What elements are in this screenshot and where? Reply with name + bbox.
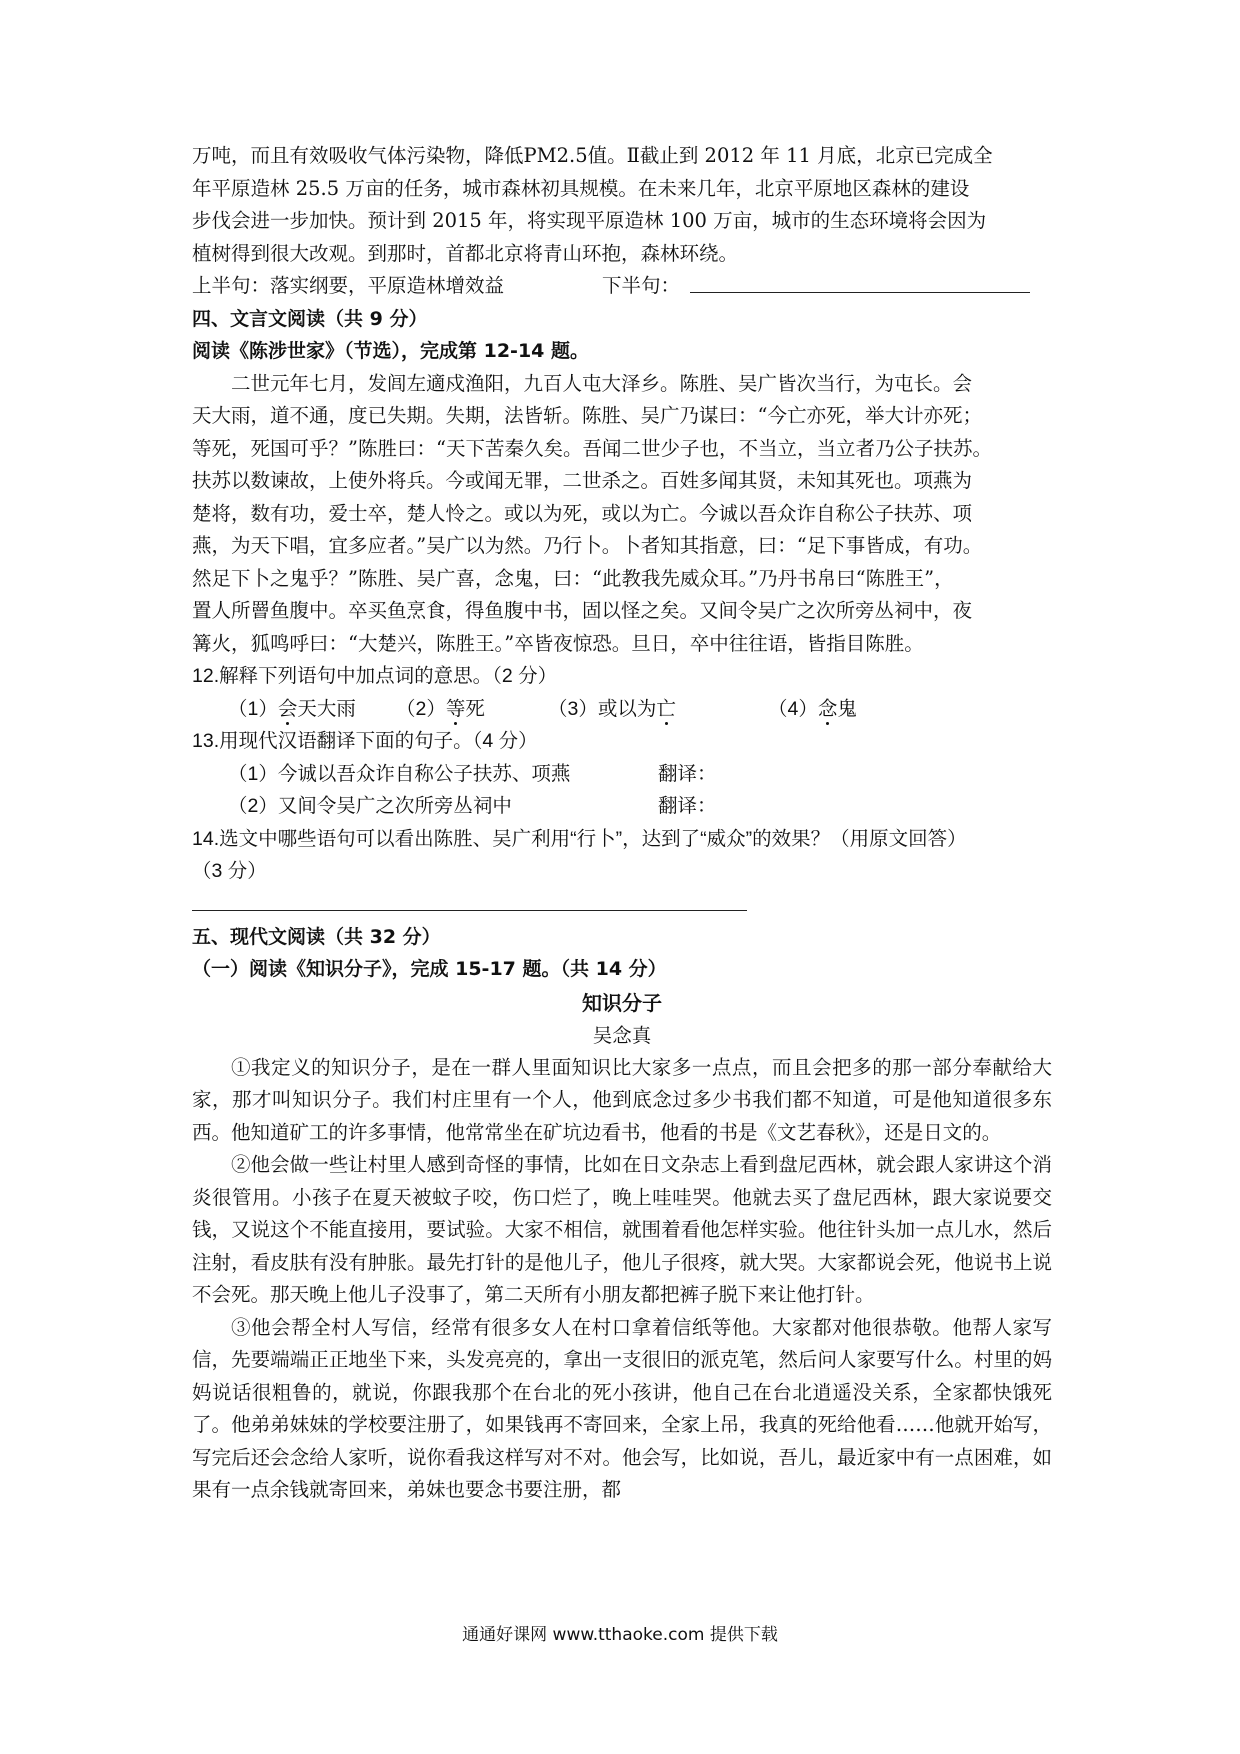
- question-14-score: （3 分）: [192, 860, 267, 882]
- dotted-char: 念: [817, 697, 838, 720]
- dotted-char: 会: [277, 697, 298, 720]
- q12-item: （2）等死: [396, 697, 485, 720]
- q12-item: （4）念鬼: [768, 697, 857, 720]
- passage-line: 二世元年七月，发闾左適戍渔阳，九百人屯大泽乡。陈胜、吴广皆次当行，为屯长。会: [231, 371, 973, 395]
- question-12-stem: 12.解释下列语句中加点词的意思。（2 分）: [192, 665, 558, 687]
- article-paragraph: ②他会做一些让村里人感到奇怪的事情，比如在日文杂志上看到盘尼西林，就会跟人家讲这个消炎很管用。小孩子在夏天被蚊子咬，伤口烂了，晚上哇哇哭。他就去买了盘尼西林，跟大家说要交钱，又说这个不能直接用，要试验。大家不相信，就围着看他怎样实验。他往针头加一点儿水，然后注射，看皮肤有没有肿胀。最先打针的是他儿子，他儿子很疼，就大哭。大家都说会死，他说书上说不会死。那天晚上他儿子没事了，第二天所有小朋友都把裤子脱下来让他打针。: [192, 1153, 1052, 1306]
- article-author: 吴念真: [592, 1024, 652, 1047]
- top-passage: [192, 140, 1052, 270]
- section4-heading: 四、文言文阅读（共 9 分）: [192, 307, 428, 330]
- couplet-upper: 上半句：落实纲要，平原造林增效益: [192, 275, 505, 297]
- passage-line: 年平原造林 25.5 万亩的任务，城市森林初具规模。在未来几年，北京平原地区森林的建设: [192, 176, 970, 200]
- passage-line: 植树得到很大改观。到那时，首都北京将青山环抱，森林环绕。: [192, 241, 739, 265]
- q12-item: （3）或以为亡: [548, 697, 676, 720]
- question-13-stem: 13.用现代汉语翻译下面的句子。（4 分）: [192, 730, 538, 752]
- passage-line: 等死，死国可乎？”陈胜曰：“天下苦秦久矣。吾闻二世少子也，不当立，当立者乃公子扶苏。: [192, 436, 992, 460]
- question-14: 14.选文中哪些语句可以看出陈胜、吴广利用“行卜”，达到了“威众”的效果？（用原文回答）: [192, 827, 967, 850]
- passage-line: 然足下卜之鬼乎？”陈胜、吴广喜，念鬼，曰：“此教我先威众耳。”乃丹书帛曰“陈胜王”，: [192, 566, 954, 590]
- answer-blank[interactable]: [690, 270, 1030, 293]
- q13-item: （1）今诚以吾众诈自称公子扶苏、项燕 翻译：: [192, 758, 1052, 791]
- section5-heading: 五、现代文阅读（共 32 分）: [192, 925, 441, 948]
- dotted-char: 等: [445, 697, 466, 720]
- exam-page: [192, 140, 1052, 1507]
- passage-line: 置人所罾鱼腹中。卒买鱼烹食，得鱼腹中书，固以怪之矣。又间令吴广之次所旁丛祠中，夜: [192, 599, 973, 622]
- passage-line: 天大雨，道不通，度已失期。失期，法皆斩。陈胜、吴广乃谋曰：“今亡亦死，举大计亦死；: [192, 404, 982, 427]
- passage-line: 篝火，狐鸣呼曰：“大楚兴，陈胜王。”卒皆夜惊恐。旦日，卒中往往语，皆指目陈胜。: [192, 631, 924, 655]
- section4-instruction: 阅读《陈涉世家》（节选），完成第 12-14 题。: [192, 340, 589, 362]
- passage-line: 燕，为天下唱，宜多应者。”吴广以为然。乃行卜。卜者知其指意，曰：“足下事皆成，有功。: [192, 534, 983, 557]
- article-paragraph: ③他会帮全村人写信，经常有很多女人在村口拿着信纸等他。大家都对他很恭敬。他帮人家写信，先要端端正正地坐下来，头发亮亮的，拿出一支很旧的派克笔，然后问人家要写什么。村里的妈妈说话很粗鲁的，就说，你跟我那个在台北的死小孩讲，他自己在台北逍遥没关系，全家都快饿死了。他弟弟妹妹的学校要注册了，如果钱再不寄回来，全家上吊，我真的死给他看……他就开始写，写完后还会念给人家听，说你看我这样写对不对。他会写，比如说，吾儿，最近家中有一点困难，如果有一点余钱就寄回来，弟妹也要念书要注册，都: [192, 1315, 1052, 1501]
- passage-line: 步伐会进一步加快。预计到 2015 年，将实现平原造林 100 万亩，城市的生态环境将会因为: [192, 209, 987, 232]
- couplet-row: [192, 270, 1052, 303]
- classical-passage: [192, 368, 1052, 661]
- translate-label: 翻译：: [658, 795, 717, 817]
- q12-item: （1）会天大雨: [228, 697, 356, 720]
- passage-line: 楚将，数有功，爱士卒，楚人怜之。或以为死，或以为亡。今诚以吾众诈自称公子扶苏、项: [192, 501, 973, 525]
- article-paragraph: ①我定义的知识分子，是在一群人里面知识比大家多一点点，而且会把多的那一部分奉献给大家，那才叫知识分子。我们村庄里有一个人，他到底念过多少书我们都不知道，可是他知道很多东西。他知道矿工的许多事情，他常常坐在矿坑边看书，他看的书是《文艺春秋》，还是日文的。: [192, 1055, 1052, 1144]
- page-footer: 通通好课网 www.tthaoke.com 提供下载: [462, 1625, 778, 1645]
- dotted-char: 亡: [656, 697, 676, 720]
- translate-label: 翻译：: [658, 762, 717, 785]
- q13-item: （2）又间令吴广之次所旁丛祠中 翻译：: [192, 790, 1052, 823]
- section5-subheading: （一）阅读《知识分子》，完成 15-17 题。（共 14 分）: [192, 958, 667, 980]
- question-12-items: [192, 693, 1052, 726]
- passage-line: 万吨，而且有效吸收气体污染物，降低PM2.5值。Ⅱ截止到 2012 年 11 月底，北京已完成全: [192, 144, 993, 167]
- couplet-lower-label: 下半句：: [602, 275, 681, 297]
- article-title: 知识分子: [582, 990, 662, 1015]
- passage-line: 扶苏以数谏故，上使外将兵。今或闻无罪，二世杀之。百姓多闻其贤，未知其死也。项燕为: [192, 469, 973, 492]
- answer-line[interactable]: [192, 910, 747, 911]
